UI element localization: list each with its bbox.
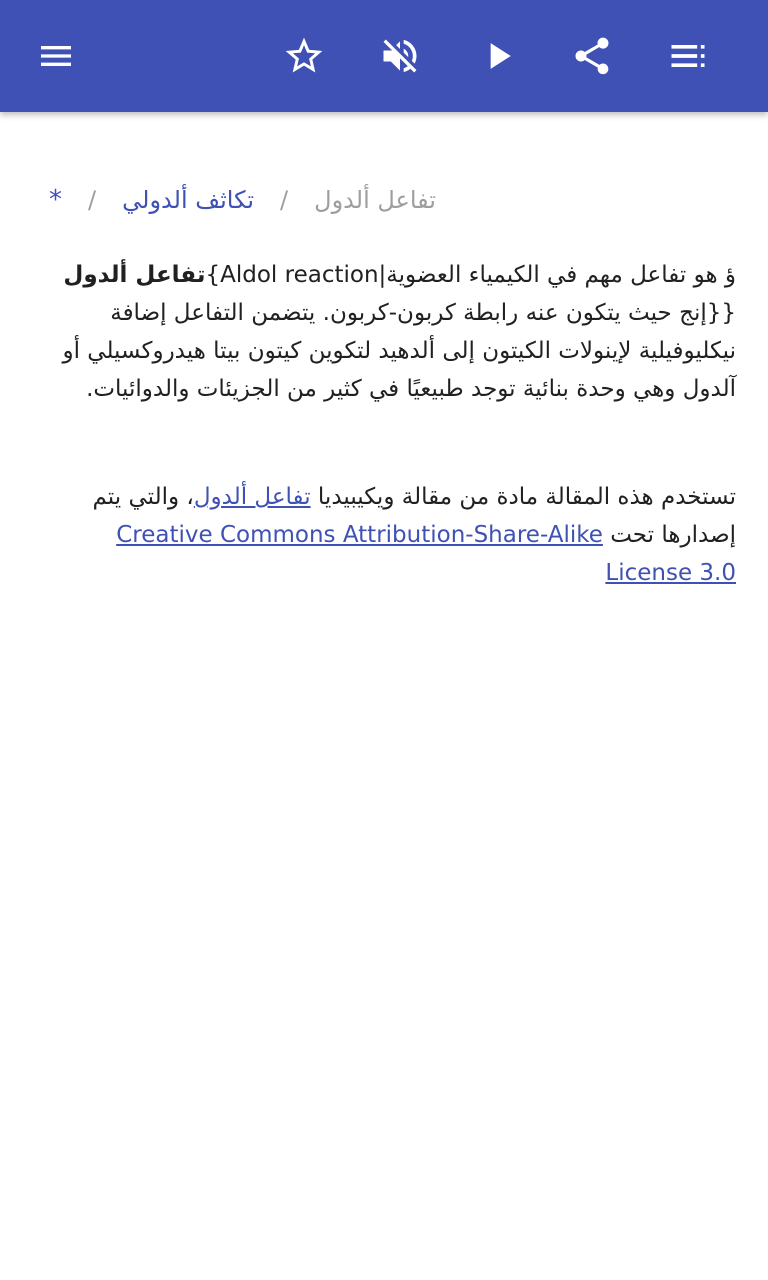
breadcrumb-current: تفاعل ألدول — [314, 186, 436, 214]
article-title-bold: تفاعل ألدول — [63, 262, 206, 288]
breadcrumb — [49, 182, 436, 218]
license-link[interactable]: Creative Commons Attribution-Share-Alike License 3.0 — [116, 522, 736, 586]
paragraph-latin-text: {Aldol reaction| — [205, 262, 387, 288]
volume-off-icon[interactable] — [376, 32, 424, 80]
app-toolbar — [0, 0, 768, 112]
breadcrumb-root-link[interactable]: * — [49, 185, 63, 215]
attribution-text: تستخدم هذه المقالة مادة من مقالة ويكيبيديا — [310, 484, 736, 510]
breadcrumb-separator: / — [88, 186, 97, 214]
paragraph-text: {{إنج — [679, 300, 736, 326]
share-icon[interactable] — [568, 32, 616, 80]
wikipedia-article-link[interactable]: تفاعل ألدول — [193, 484, 311, 510]
breadcrumb-separator: / — [280, 186, 289, 214]
article-paragraph — [32, 256, 736, 408]
paragraph-text: حيث يتكون عنه رابطة كربون-كربون. يتضمن التفاعل إضافة نيكليوفيلية لإينولات الكيتون إلى ألدهيد لتكوين كيتون بيتا هيدروكسيلي أو آلدول وهي وحدة بنائية توجد طبيعيًا في كثير من الجزيئات والدوائيات. — [62, 300, 736, 402]
star-outline-icon[interactable] — [280, 32, 328, 80]
attribution-text: ، والتي يتم إصدارها تحت — [92, 484, 736, 548]
paragraph-text: ؤ هو تفاعل مهم في الكيمياء العضوية — [386, 262, 736, 288]
breadcrumb-parent-link[interactable]: تكاثف ألدولي — [122, 186, 255, 214]
menu-icon[interactable] — [32, 32, 80, 80]
playlist-icon[interactable] — [664, 32, 712, 80]
play-icon[interactable] — [474, 32, 522, 80]
attribution-paragraph — [32, 478, 736, 592]
